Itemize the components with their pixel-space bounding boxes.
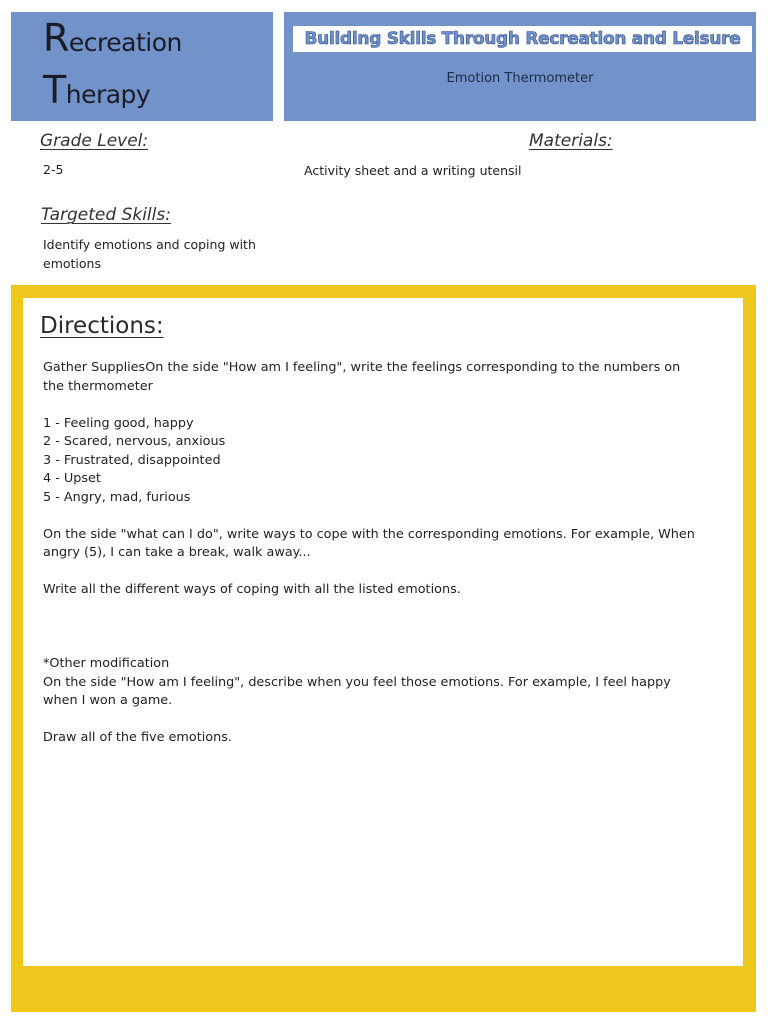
grade-level-value: 2-5 <box>43 162 64 177</box>
title-box <box>284 12 756 121</box>
materials-label: Materials: <box>529 131 613 151</box>
targeted-skills-label: Targeted Skills: <box>41 205 171 225</box>
direction-line: On the side "How am I feeling", describe when you feel those emotions. For example, I feel happy when I won a game. <box>43 674 671 708</box>
directions-heading <box>40 313 164 339</box>
direction-line <box>43 563 703 582</box>
direction-line: *Other modification <box>43 656 170 671</box>
direction-line: Write all the different ways of coping with all the listed emotions. <box>43 582 461 597</box>
directions-colon: : <box>155 313 164 339</box>
brand-line-1 <box>43 16 182 60</box>
brand-rest: herapy <box>65 80 151 109</box>
direction-line: On the side "what can I do", write ways to cope with the corresponding emotions. For example, When angry (5), I can take a break, walk away... <box>43 526 695 560</box>
banner-title: Building Skills Through Recreation and Leisure <box>293 26 752 52</box>
direction-line: 1 - Feeling good, happy <box>43 415 194 431</box>
activity-title: Emotion Thermometer <box>446 71 594 86</box>
skills-line: Identify emotions and coping with <box>43 237 256 252</box>
skills-line: emotions <box>43 256 101 271</box>
brand-cap: R <box>43 16 69 60</box>
grade-level-label: Grade Level: <box>40 131 149 151</box>
direction-line: Draw all of the five emotions. <box>43 730 232 745</box>
brand-box <box>11 12 273 121</box>
direction-line: 5 - Angry, mad, furious <box>43 489 191 505</box>
direction-line <box>43 711 703 730</box>
direction-line: Gather SuppliesOn the side "How am I feeling", write the feelings corresponding to the numbers on the thermometer <box>43 360 681 394</box>
brand-cap: T <box>43 68 66 112</box>
directions-heading-text: Directions <box>40 313 156 339</box>
direction-line <box>43 637 703 656</box>
direction-line: 4 - Upset <box>43 471 101 486</box>
direction-line <box>43 396 703 415</box>
direction-line <box>43 600 703 619</box>
direction-line: 2 - Scared, nervous, anxious <box>43 434 226 449</box>
targeted-skills-value <box>43 235 256 273</box>
direction-line <box>43 507 703 526</box>
directions-body <box>43 359 703 748</box>
brand-line-2 <box>43 68 150 112</box>
directions-frame <box>11 285 756 1012</box>
materials-value: Activity sheet and a writing utensil <box>304 163 522 178</box>
brand-rest: ecreation <box>68 28 182 57</box>
directions-panel <box>23 298 743 966</box>
direction-line <box>43 618 703 637</box>
direction-line: 3 - Frustrated, disappointed <box>43 452 221 468</box>
